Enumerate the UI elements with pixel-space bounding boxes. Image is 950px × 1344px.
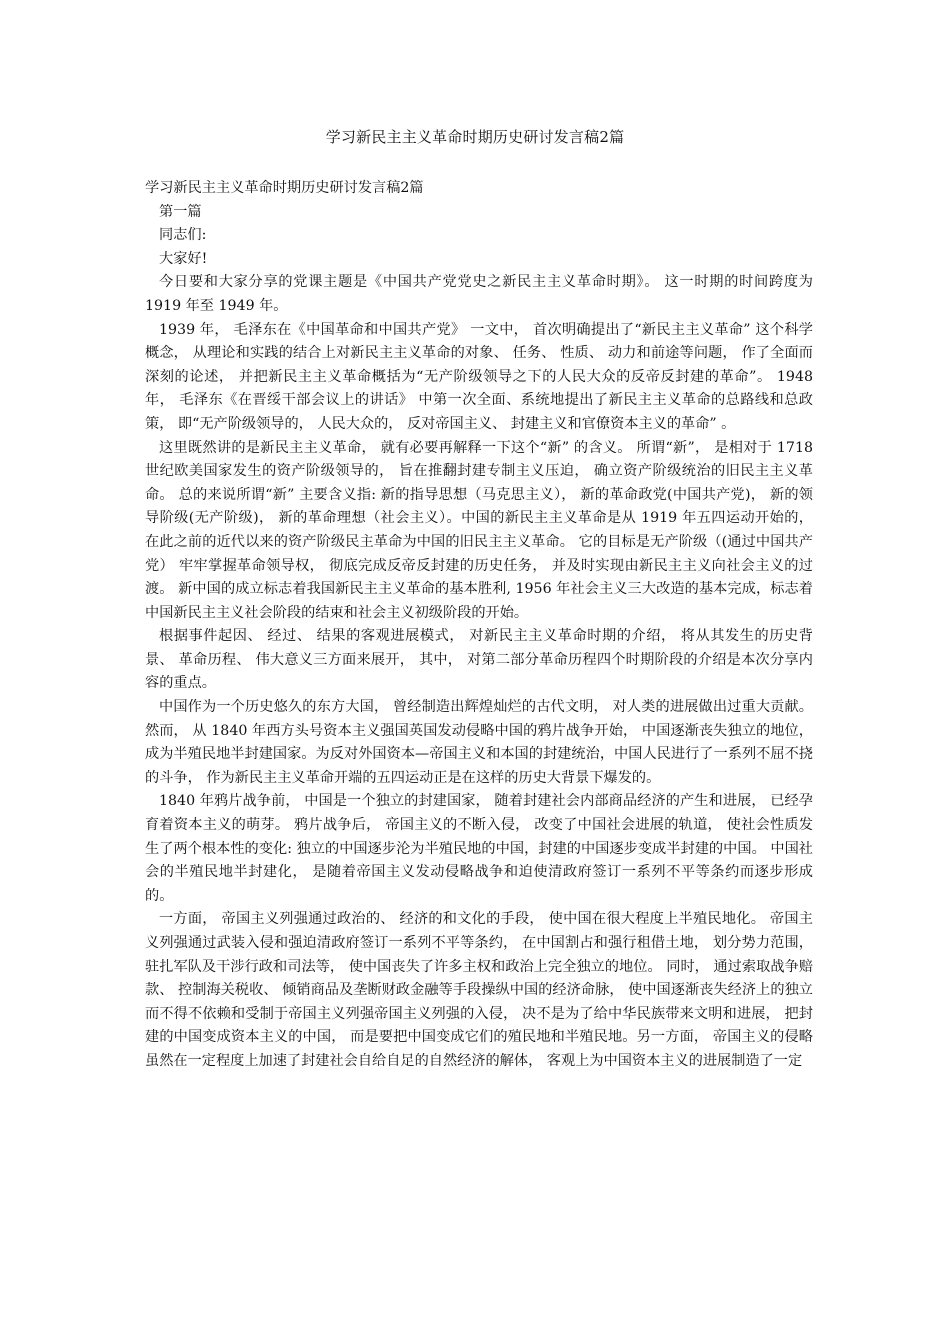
- paragraph: 1840 年鸦片战争前， 中国是一个独立的封建国家， 随着封建社会内部商品经济的产生和进展， 已经孕育着资本主义的萌芽。 鸦片战争后， 帝国主义的不断入侵， 改变了中国社会进展的轨道， 使社会性质发生了两个根本性的变化: 独立的中国逐步沦为半殖民地的中国，封建的中国逐步变成半封建的中国。 中国社会的半殖民地半封建化， 是随着帝国主义发动侵略战争和迫使清政府签订一系列不平等条约而逐步形成的。: [145, 793, 813, 904]
- paragraph: 中国作为一个历史悠久的东方大国， 曾经制造出辉煌灿烂的古代文明， 对人类的进展做出过重大贡献。然而， 从 1840 年西方头号资本主义强国英国发动侵略中国的鸦片战争开始， 中国逐渐丧失独立的地位， 成为半殖民地半封建国家。为反对外国资本—帝国主义和本国的封建统治，中国人民进行了一系列不屈不挠的斗争， 作为新民主主义革命开端的五四运动正是在这样的历史大背景下爆发的。: [145, 699, 813, 786]
- paragraph: 今日要和大家分享的党课主题是《中国共产党党史之新民主主义革命时期》。 这一时期的时间跨度为 1919 年至 1949 年。: [145, 274, 813, 314]
- document-body: [145, 177, 813, 1074]
- paragraph: 一方面， 帝国主义列强通过政治的、 经济的和文化的手段， 使中国在很大程度上半殖民地化。 帝国主义列强通过武装入侵和强迫清政府签订一系列不平等条约， 在中国割占和强行租借土地， 划分势力范围， 驻扎军队及干涉行政和司法等， 使中国丧失了许多主权和政治上完全独立的地位。 同时， 通过索取战争赔款、 控制海关税收、 倾销商品及垄断财政金融等手段操纵中国的经济命脉， 使中国逐渐丧失经济上的独立而不得不依赖和受制于帝国主义列强帝国主义列强的入侵， 决不是为了给中华民族带来文明和进展， 把封建的中国变成资本主义的中国， 而是要把中国变成它们的殖民地和半殖民地。另一方面， 帝国主义的侵略虽然在一定程度上加速了封建社会自给自足的自然经济的解体， 客观上为中国资本主义的进展制造了一定: [145, 911, 813, 1069]
- paragraph: 这里既然讲的是新民主主义革命， 就有必要再解释一下这个“新” 的含义。 所谓“新”， 是相对于 1718 世纪欧美国家发生的资产阶级领导的， 旨在推翻封建专制主义压迫， 确立资产阶级统治的旧民主主义革命。 总的来说所谓“新” 主要含义指: 新的指导思想（马克思主义）， 新的革命政党(中国共产党)， 新的领导阶级(无产阶级)， 新的革命理想（社会主义）。中国的新民主主义革命是从 1919 年五四运动开始的， 在此之前的近代以来的资产阶级民主革命为中国的旧民主主义革命。 它的目标是无产阶级（(通过中国共产党） 牢牢掌握革命领导权， 彻底完成反帝反封建的历史任务， 并及时实现由新民主主义向社会主义的过渡。 新中国的成立标志着我国新民主主义革命的基本胜利, 1956 年社会主义三大改造的基本完成，标志着中国新民主主义社会阶段的结束和社会主义初级阶段的开始。: [145, 439, 813, 621]
- part-heading: 第一篇: [159, 203, 202, 220]
- greeting-line: 大家好!: [159, 250, 208, 267]
- paragraph: 1939 年， 毛泽东在《中国革命和中国共产党》 一文中， 首次明确提出了“新民主主义革命” 这个科学概念， 从理论和实践的结合上对新民主主义革命的对象、 任务、 性质、 动力和前途等问题， 作了全面而深刻的论述， 并把新民主主义革命概括为“无产阶级领导之下的人民大众的反帝反封建的革命”。 1948 年， 毛泽东《在晋绥干部会议上的讲话》 中第一次全面、系统地提出了新民主主义革命的总路线和总政策， 即“无产阶级领导的， 人民大众的， 反对帝国主义、 封建主义和官僚资本主义的革命” 。: [145, 321, 813, 432]
- document-subtitle: 学习新民主主义革命时期历史研讨发言稿2篇: [145, 180, 424, 196]
- paragraph: 根据事件起因、 经过、 结果的客观进展模式， 对新民主主义革命时期的介绍， 将从其发生的历史背景、 革命历程、 伟大意义三方面来展开， 其中， 对第二部分革命历程四个时期阶段的介绍是本次分享内容的重点。: [145, 628, 813, 692]
- salutation-line: 同志们:: [159, 227, 207, 244]
- document-title: 学习新民主主义革命时期历史研讨发言稿2篇: [325, 128, 625, 146]
